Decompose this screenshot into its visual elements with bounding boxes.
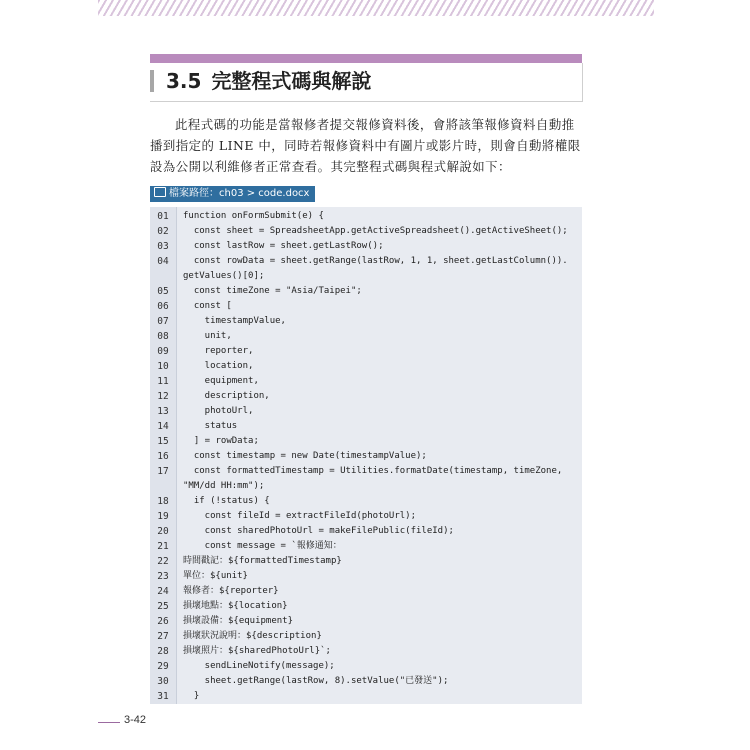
code-line (150, 419, 582, 434)
line-number: 17 (157, 466, 169, 477)
code-line (150, 389, 582, 404)
code-text: sendLineNotify(message); (183, 661, 335, 671)
code-text: const formattedTimestamp = Utilities.formatDate(timestamp, timeZone, (183, 466, 563, 476)
line-number: 14 (157, 421, 169, 432)
intro-paragraph: 此程式碼的功能是當報修者提交報修資料後，會將該筆報修資料自動推播到指定的 LINE 中，同時若報修資料中有圖片或影片時，則會自動將權限設為公開以利維修者正常查看。其完整程式碼與程式解說如下： (150, 117, 581, 174)
code-line (150, 554, 582, 569)
line-number: 22 (157, 556, 169, 567)
code-line (150, 599, 582, 614)
line-number: 18 (157, 496, 169, 507)
code-lines (150, 209, 582, 704)
code-text: const lastRow = sheet.getLastRow(); (183, 241, 384, 251)
top-decoration-stripes (98, 0, 654, 16)
code-text: const [ (183, 301, 232, 311)
code-line (150, 239, 582, 254)
code-text: 單位：${unit} (183, 571, 248, 581)
code-text: location, (183, 361, 254, 371)
code-line (150, 644, 582, 659)
line-number: 30 (157, 676, 169, 687)
code-text: const sharedPhotoUrl = makeFilePublic(fileId); (183, 526, 454, 536)
code-text: const sheet = SpreadsheetApp.getActiveSpreadsheet().getActiveSheet(); (183, 226, 568, 236)
code-line (150, 464, 582, 479)
line-number: 21 (157, 541, 169, 552)
code-text: reporter, (183, 346, 254, 356)
code-line (150, 224, 582, 239)
line-number: 04 (157, 256, 169, 267)
line-number: 08 (157, 331, 169, 342)
page-number: 3-42 (124, 714, 147, 726)
code-line (150, 314, 582, 329)
section-title (166, 66, 371, 96)
line-number: 10 (157, 361, 169, 372)
code-line (150, 299, 582, 314)
code-text: const message = `報修通知： (183, 541, 342, 551)
code-line (150, 374, 582, 389)
line-number: 28 (157, 646, 169, 657)
section-number: 3.5 (166, 69, 202, 93)
code-text: description, (183, 391, 270, 401)
code-line (150, 539, 582, 554)
code-line (150, 209, 582, 224)
code-line (150, 329, 582, 344)
line-number: 15 (157, 436, 169, 447)
code-line (150, 674, 582, 689)
code-text: timestampValue, (183, 316, 286, 326)
line-number: 16 (157, 451, 169, 462)
code-text: } (183, 691, 200, 701)
line-number: 09 (157, 346, 169, 357)
code-line (150, 434, 582, 449)
code-text: "MM/dd HH:mm"); (183, 481, 265, 491)
line-number: 25 (157, 601, 169, 612)
line-number: 07 (157, 316, 169, 327)
code-text: 損壞狀況說明：${description} (183, 631, 322, 641)
code-line (150, 584, 582, 599)
line-number: 11 (157, 376, 169, 387)
code-line (150, 689, 582, 704)
code-line (150, 449, 582, 464)
line-number: 06 (157, 301, 169, 312)
code-line (150, 509, 582, 524)
code-line (150, 254, 582, 269)
line-number: 26 (157, 616, 169, 627)
line-number: 02 (157, 226, 169, 237)
code-line (150, 494, 582, 509)
code-text: 報修者：${reporter} (183, 586, 279, 596)
code-line (150, 404, 582, 419)
folder-icon (154, 187, 166, 197)
code-text: getValues()[0]; (183, 271, 265, 281)
line-number: 23 (157, 571, 169, 582)
section-title-text: 完整程式碼與解說 (211, 69, 372, 93)
section-header-bar (150, 54, 582, 63)
code-text: const rowData = sheet.getRange(lastRow, 1, 1, sheet.getLastColumn()). (183, 256, 568, 266)
code-line (150, 524, 582, 539)
line-number: 31 (157, 691, 169, 702)
line-number: 24 (157, 586, 169, 597)
code-text: 時間戳記：${formattedTimestamp} (183, 556, 342, 566)
line-number: 01 (157, 211, 169, 222)
code-text: status (183, 421, 238, 431)
code-text: 損壞照片：${sharedPhotoUrl}`; (183, 646, 331, 656)
code-text: sheet.getRange(lastRow, 8).setValue("已發送"); (183, 676, 449, 686)
code-text: const fileId = extractFileId(photoUrl); (183, 511, 416, 521)
code-text: 損壞地點：${location} (183, 601, 288, 611)
code-line (150, 359, 582, 374)
line-number: 20 (157, 526, 169, 537)
code-line (150, 269, 582, 284)
file-path-tag (150, 186, 315, 202)
line-number: 13 (157, 406, 169, 417)
line-number: 05 (157, 286, 169, 297)
line-number: 12 (157, 391, 169, 402)
page-number-rule (98, 722, 120, 723)
code-line (150, 479, 582, 494)
line-number: 03 (157, 241, 169, 252)
code-text: 損壞設備：${equipment} (183, 616, 294, 626)
code-text: function onFormSubmit(e) { (183, 211, 324, 221)
line-number: 27 (157, 631, 169, 642)
section-heading-accent (150, 70, 154, 92)
code-text: photoUrl, (183, 406, 254, 416)
code-line (150, 569, 582, 584)
code-text: const timestamp = new Date(timestampValue); (183, 451, 427, 461)
code-line (150, 659, 582, 674)
code-text: const timeZone = "Asia/Taipei"; (183, 286, 362, 296)
code-text: unit, (183, 331, 232, 341)
file-path-label: 檔案路徑：ch03 > code.docx (169, 188, 310, 199)
code-text: equipment, (183, 376, 259, 386)
line-number: 29 (157, 661, 169, 672)
code-text: if (!status) { (183, 496, 270, 506)
code-line (150, 284, 582, 299)
code-line (150, 614, 582, 629)
code-line (150, 344, 582, 359)
code-text: ] = rowData; (183, 436, 259, 446)
code-line (150, 629, 582, 644)
line-number: 19 (157, 511, 169, 522)
